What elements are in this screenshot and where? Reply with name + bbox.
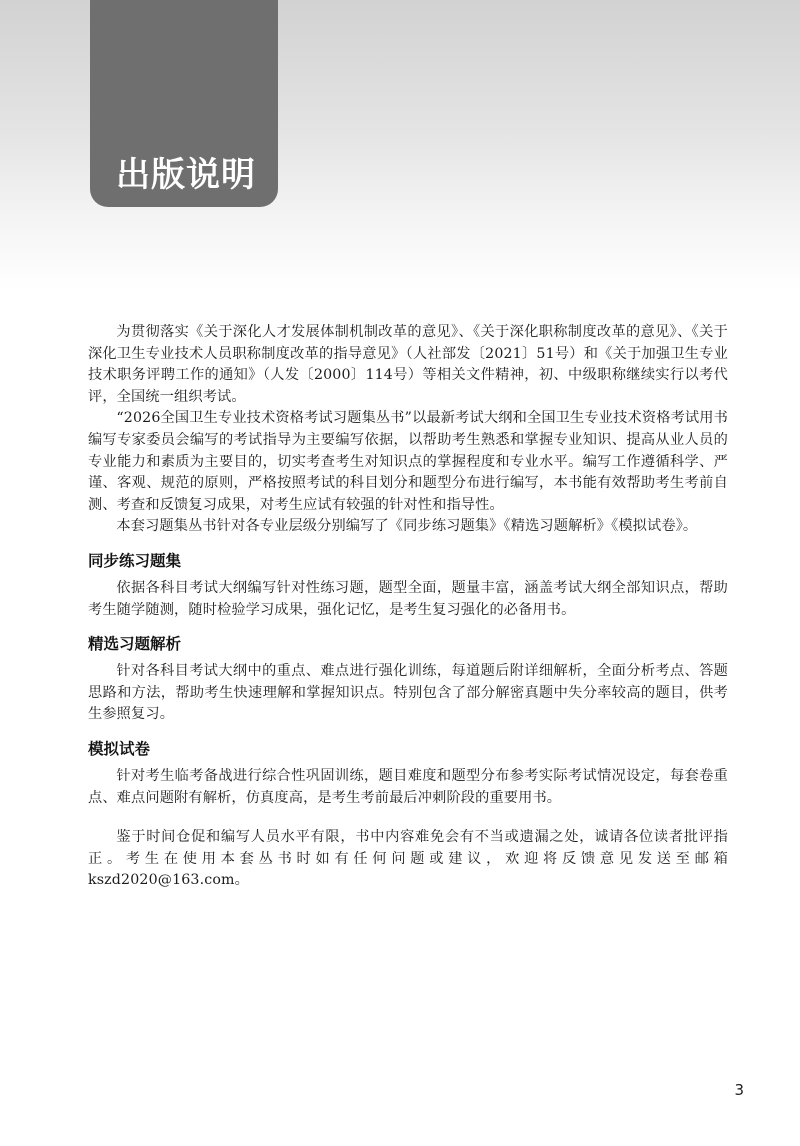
section-selected-analysis: [88, 633, 728, 726]
title-tab: [90, 0, 278, 207]
intro-paragraph-3: 本套习题集丛书针对各专业层级分别编写了《同步练习题集》《精选习题解析》《模拟试卷》。: [116, 518, 698, 535]
section-title: 同步练习题集: [88, 551, 182, 570]
page-title: 出版说明: [116, 155, 256, 195]
main-content: [88, 322, 728, 892]
section-sync-exercises: [88, 550, 728, 621]
page-number: 3: [734, 1081, 744, 1099]
section-body: 依据各科目考试大纲编写针对性练习题，题型全面，题量丰富，涵盖考试大纲全部知识点，帮助考生随学随测，随时检验学习成果，强化记忆，是考生复习强化的必备用书。: [88, 579, 728, 618]
section-mock-exams: [88, 738, 728, 809]
section-title: 模拟试卷: [88, 739, 151, 758]
section-body: 针对考生临考备战进行综合性巩固训练，题目难度和题型分布参考实际考试情况设定，每套卷重点、难点问题附有解析，仿真度高，是考生考前最后冲刺阶段的重要用书。: [88, 767, 728, 806]
section-title: 精选习题解析: [88, 635, 182, 654]
section-body: 针对各科目考试大纲中的重点、难点进行强化训练，每道题后附详细解析，全面分析考点、答题思路和方法，帮助考生快速理解和掌握知识点。特别包含了部分解密真题中失分率较高的题目，供考生参照复习。: [88, 663, 728, 723]
intro-paragraph-1: 为贯彻落实《关于深化人才发展体制机制改革的意见》、《关于深化职称制度改革的意见》、《关于深化卫生专业技术人员职称制度改革的指导意见》（人社部发〔2021〕51号）和《关于加强卫生专业技术职务评聘工作的通知》（人发〔2000〕114号）等相关文件精神，初、中级职称继续实行以考代评，全国统一组织考试。: [88, 324, 728, 405]
closing-paragraph: 鉴于时间仓促和编写人员水平有限，书中内容难免会有不当或遗漏之处，诚请各位读者批评指正。考生在使用本套丛书时如有任何问题或建议，欢迎将反馈意见发送至邮箱kszd2020@163.com。: [88, 829, 728, 889]
intro-paragraph-2: “2026全国卫生专业技术资格考试习题集丛书”以最新考试大纲和全国卫生专业技术资格考试用书编写专家委员会编写的考试指导为主要编写依据，以帮助考生熟悉和掌握专业知识、提高从业人员的专业能力和素质为主要目的，切实考查考生对知识点的掌握程度和专业水平。编写工作遵循科学、严谨、客观、规范的原则，严格按照考试的科目划分和题型分布进行编写，本书能有效帮助考生考前自测、考查和反馈复习成果，对考生应试有较强的针对性和指导性。: [88, 410, 728, 513]
